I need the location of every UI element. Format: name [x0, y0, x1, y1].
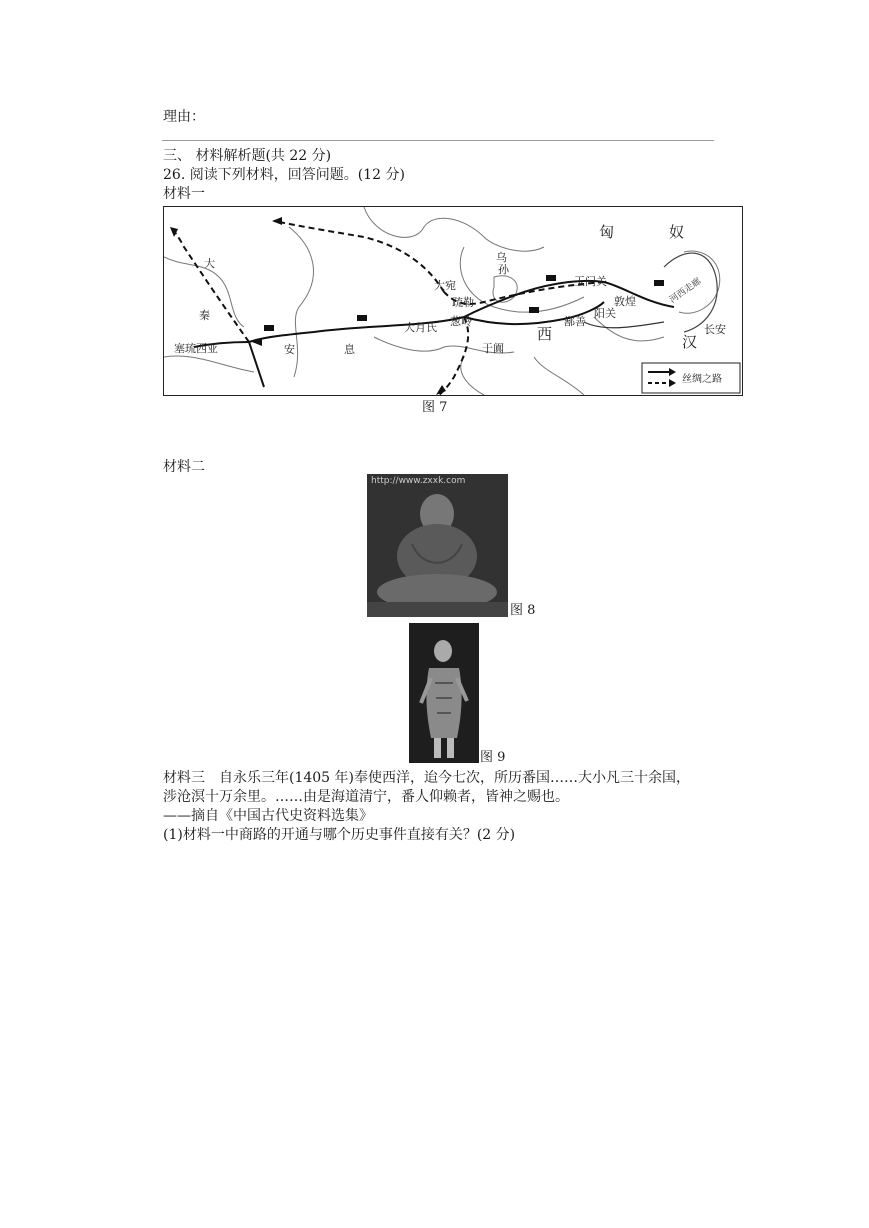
map-label-seleucia: 塞琉西亚 — [174, 342, 218, 355]
material1-label: 材料一 — [163, 186, 205, 202]
map-label-yangguan: 阳关 — [594, 307, 616, 320]
map-label-dayuan: 大宛 — [434, 279, 456, 292]
map-label-anxi-1: 安 — [284, 343, 295, 356]
sub-question-1: (1)材料一中商路的开通与哪个历史事件直接有关？(2 分) — [163, 827, 516, 843]
question-26: 26. 阅读下列材料，回答问题。(12 分) — [163, 167, 405, 183]
map-label-qin: 秦 — [199, 309, 210, 322]
map-label-shanshan: 鄯善 — [564, 315, 586, 328]
map-label-yumenguan: 玉门关 — [574, 275, 607, 288]
figure7-caption: 图 7 — [422, 400, 448, 415]
map-label-wusun-2: 孙 — [498, 263, 509, 276]
figure-portrait — [409, 623, 479, 763]
material3-source: ——摘自《中国古代史资料选集》 — [163, 808, 373, 824]
map-label-hexi: 河西走廊 — [667, 276, 704, 306]
silk-road-map — [163, 206, 743, 396]
watermark-text: http://www.zxxk.com — [371, 476, 466, 486]
map-label-xiongnu-2: 奴 — [669, 223, 685, 241]
map-legend — [642, 363, 740, 393]
route-arrowheads — [170, 217, 446, 395]
answer-line — [162, 140, 714, 141]
map-label-dunhuang: 敦煌 — [614, 295, 636, 308]
figure8-caption: 图 8 — [510, 603, 536, 618]
map-label-yutian: 于阗 — [482, 342, 504, 355]
map-label-changan: 长安 — [704, 323, 726, 336]
map-label-xi: 西 — [537, 325, 553, 343]
map-label-xiongnu-1: 匈 — [599, 223, 615, 241]
map-borders — [164, 207, 720, 395]
map-label-anxi-2: 息 — [344, 343, 355, 356]
legend-label: 丝绸之路 — [682, 374, 722, 385]
map-label-shule: 疏勒 — [452, 296, 474, 309]
material2-label: 材料二 — [163, 459, 205, 475]
map-label-dayuezhi: 大月氏 — [404, 321, 437, 334]
statue-photo — [367, 474, 508, 617]
map-label-wusun-1: 乌 — [496, 251, 507, 264]
river-lines — [584, 253, 717, 332]
material3-line1: 材料三 自永乐三年(1405 年)奉使西洋，迨今七次，所历番国……大小凡三十余国， — [163, 770, 691, 786]
map-label-da: 大 — [204, 257, 215, 270]
map-label-han: 汉 — [682, 333, 698, 351]
figure9-caption: 图 9 — [480, 750, 506, 765]
reason-label: 理由： — [163, 109, 205, 125]
map-label-congling: 葱岭 — [450, 315, 472, 328]
material3-line2: 涉沧溟十万余里。……由是海道清宁，番人仰赖者，皆神之赐也。 — [163, 789, 569, 805]
section-heading: 三、 材料解析题(共 22 分) — [163, 148, 332, 164]
